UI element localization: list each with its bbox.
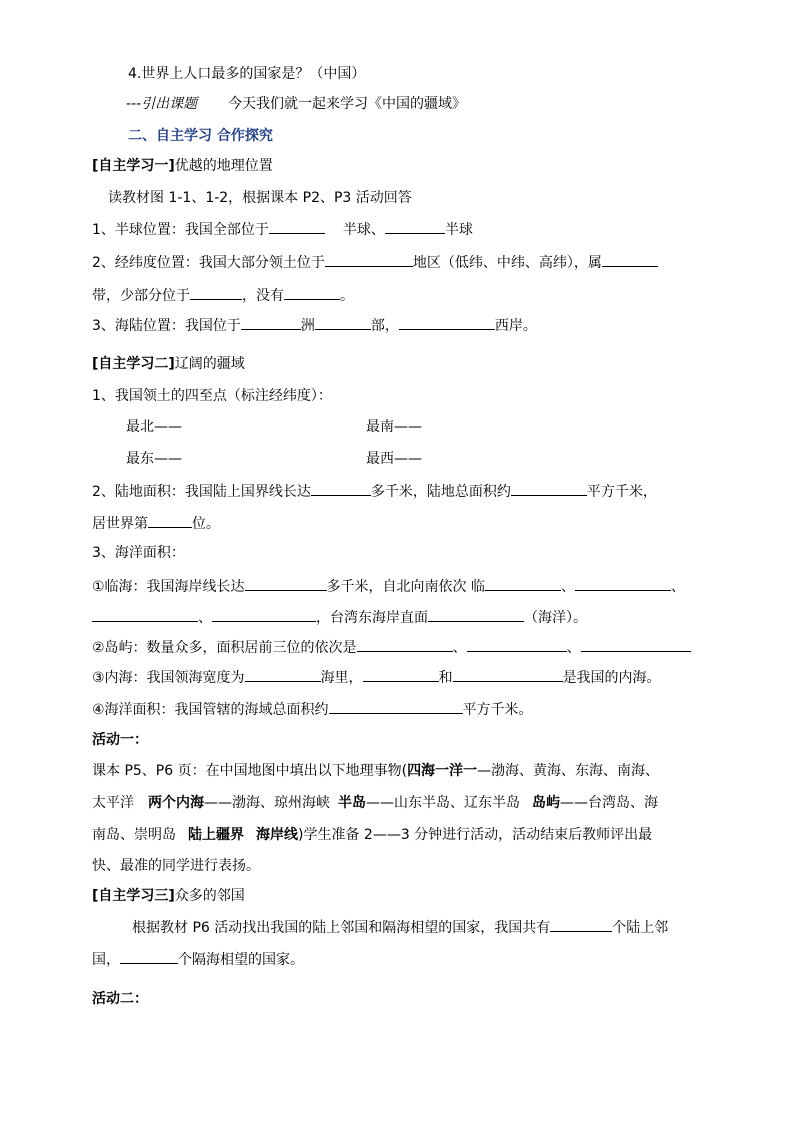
activity-1-text-g: 半岛: [338, 795, 366, 811]
activity-1-text-h: ——山东半岛、辽东半岛: [366, 795, 520, 811]
activity-1-text-o: 快、最准的同学进行表扬。: [92, 858, 260, 874]
study-3-title: 众多的邻国: [174, 888, 245, 904]
sea-text-c: ，台湾东海岸直面: [316, 610, 428, 626]
activity-1-text-c: —渤海、黄海、东海、南海、: [477, 763, 660, 779]
blank-ocean-coast[interactable]: [399, 314, 495, 330]
study-1-q1-text-a: 1、半球位置：我国全部位于: [92, 222, 269, 238]
island-sep-1: 、: [452, 640, 467, 656]
blank-continent[interactable]: [241, 314, 301, 330]
study-2-q3: [92, 542, 185, 564]
study-3-heading: [92, 885, 245, 907]
activity-1-text-e: 两个内海: [148, 795, 204, 811]
activity-1-text-j: ——台湾岛、海: [560, 795, 658, 811]
activity-1-line-2: [92, 792, 658, 814]
study-1-instruction: [108, 187, 412, 209]
activity-1-text-n: )学生准备 2——3 分钟进行活动，活动结束后教师评出最: [298, 827, 653, 843]
study-1-q2-text-c: 带，少部分位于: [92, 288, 190, 304]
study-1-q3-text-d: 西岸。: [494, 318, 537, 334]
extreme-east-label: 最东——: [126, 451, 182, 467]
study-2-q2-text-e: 位。: [192, 516, 220, 532]
blank-island-2[interactable]: [467, 636, 567, 652]
intro-lead-text: 今天我们就一起来学习《中国的疆域》: [228, 96, 467, 112]
blank-inner-sea-2[interactable]: [453, 666, 563, 682]
blank-land-neighbors[interactable]: [550, 916, 612, 932]
study-3-text-b: 个陆上邻: [612, 920, 669, 936]
study-1-q1-text-b: 半球、: [342, 222, 385, 238]
inner-text-d: 是我国的内海。: [562, 670, 661, 686]
blank-territorial-width[interactable]: [245, 666, 321, 682]
blank-hemisphere-1[interactable]: [269, 218, 325, 234]
activity-1-text-d: 太平洋: [92, 795, 134, 811]
study-2-q1: [92, 385, 332, 407]
blank-sea-4[interactable]: [212, 606, 316, 622]
sea-line: [92, 575, 685, 598]
study-2-tag: [自主学习二]: [92, 356, 175, 372]
study-2-title: 辽阔的疆域: [174, 356, 245, 372]
study-3-line-1: [132, 916, 668, 939]
blank-missing-zone[interactable]: [284, 284, 340, 300]
blank-coastline-length[interactable]: [245, 575, 327, 591]
activity-1-text-f: ——渤海、琼州海峡: [204, 795, 330, 811]
extreme-south: [366, 416, 422, 438]
activity-1-text-i: 岛屿: [532, 795, 560, 811]
study-2-q2-cont: [92, 512, 220, 535]
extreme-west: [366, 448, 422, 470]
section-2-title-text: 二、自主学习 合作探究: [128, 128, 273, 144]
section-2-title: [128, 125, 273, 147]
activity-1-line-3: [92, 824, 652, 846]
study-1-q2: [92, 251, 658, 274]
study-1-tag: [自主学习一]: [92, 158, 175, 174]
study-2-q2-text-a: 2、陆地面积：我国陆上国界线长达: [92, 484, 311, 500]
inner-text-a: ③内海：我国领海宽度为: [92, 670, 245, 686]
island-text-a: ②岛屿：数量众多，面积居前三位的依次是: [92, 640, 357, 656]
study-1-q3: [92, 314, 537, 337]
study-1-q3-text-b: 洲: [300, 318, 315, 334]
extreme-west-label: 最西——: [366, 451, 422, 467]
study-1-q1: [92, 218, 473, 241]
study-1-q1-text-c: 半球: [444, 222, 473, 238]
blank-climate-zone[interactable]: [602, 251, 658, 267]
island-line: [92, 636, 691, 659]
sea-sep-2: 、: [671, 579, 686, 595]
extreme-north: [126, 416, 182, 438]
activity-2-title: [92, 988, 148, 1010]
blank-minor-zone[interactable]: [190, 284, 242, 300]
study-2-q3-text: 3、海洋面积：: [92, 545, 185, 561]
inner-text-b: 海里，: [320, 670, 363, 686]
study-1-q2-text-a: 2、经纬度位置：我国大部分领土位于: [92, 255, 325, 271]
study-3-text-a: 根据教材 P6 活动找出我国的陆上邻国和隔海相望的国家，我国共有: [132, 920, 551, 936]
study-2-q1-text: 1、我国领土的四至点（标注经纬度）：: [92, 388, 332, 404]
blank-land-area[interactable]: [511, 480, 587, 496]
blank-world-rank[interactable]: [148, 512, 192, 528]
intro-q4-text: 4.世界上人口最多的国家是？（中国）: [128, 66, 366, 82]
study-3-text-c: 国，: [92, 952, 120, 968]
study-1-title: 优越的地理位置: [174, 158, 273, 174]
blank-sea-2[interactable]: [575, 575, 671, 591]
activity-1-line-1: [92, 760, 659, 782]
sea-text-d: （海洋）。: [524, 610, 587, 626]
study-1-q3-text-c: 部，: [370, 318, 399, 334]
sea-sep-1: 、: [561, 579, 576, 595]
blank-facing-ocean[interactable]: [428, 606, 524, 622]
blank-border-length[interactable]: [311, 480, 371, 496]
study-1-heading: [92, 155, 273, 177]
activity-1-text-l: 陆上疆界: [188, 827, 244, 843]
inner-sea-line: [92, 666, 661, 689]
sea-line-cont: [92, 606, 587, 629]
blank-continent-part[interactable]: [315, 314, 371, 330]
blank-sea-3[interactable]: [92, 606, 198, 622]
study-2-q2-text-d: 居世界第: [92, 516, 148, 532]
sea-text-a: ①临海：我国海岸线长达: [92, 579, 245, 595]
extreme-east: [126, 448, 182, 470]
sea-sep-3: 、: [198, 610, 212, 626]
blank-hemisphere-2[interactable]: [385, 218, 445, 234]
study-1-q3-text-a: 3、海陆位置：我国位于: [92, 318, 241, 334]
intro-lead-line: [126, 93, 466, 115]
blank-island-1[interactable]: [357, 636, 453, 652]
study-2-heading: [92, 353, 245, 375]
activity-1-text-b: 四海一洋一: [407, 763, 478, 779]
intro-question-4: [128, 63, 365, 85]
ocean-area-line: [92, 698, 533, 721]
study-3-line-2: [92, 948, 304, 971]
ocean-text-b: 平方千米。: [462, 702, 533, 718]
extreme-south-label: 最南——: [366, 419, 422, 435]
blank-ocean-area[interactable]: [329, 698, 463, 714]
blank-inner-sea-1[interactable]: [363, 666, 439, 682]
blank-sea-1[interactable]: [485, 575, 561, 591]
study-2-q2: [92, 480, 657, 503]
study-1-instruction-text: 读教材图 1-1、1-2，根据课本 P2、P3 活动回答: [108, 190, 412, 206]
study-1-q2-text-e: 。: [340, 288, 354, 304]
activity-2-title-text: 活动二：: [92, 991, 148, 1007]
island-sep-2: 、: [566, 640, 581, 656]
activity-1-text-k: 南岛、崇明岛: [92, 827, 176, 843]
activity-1-text-a: 课本 P5、P6 页：在中国地图中填出以下地理事物(: [92, 763, 408, 779]
activity-1-title-text: 活动一：: [92, 732, 148, 748]
study-1-q2-text-b: 地区（低纬、中纬、高纬），属: [412, 255, 602, 271]
study-2-q2-text-b: 多千米，陆地总面积约: [370, 484, 511, 500]
activity-1-line-4: [92, 855, 260, 877]
activity-1-title: [92, 729, 148, 751]
blank-latitude-zone[interactable]: [325, 251, 413, 267]
extreme-north-label: 最北——: [126, 419, 182, 435]
blank-sea-neighbors[interactable]: [120, 948, 178, 964]
intro-lead-prefix: ---引出课题: [126, 96, 198, 112]
study-2-q2-text-c: 平方千米，: [586, 484, 657, 500]
study-3-tag: [自主学习三]: [92, 888, 175, 904]
study-1-q2-cont: [92, 284, 354, 307]
ocean-text-a: ④海洋面积：我国管辖的海域总面积约: [92, 702, 329, 718]
study-1-q2-text-d: ，没有: [242, 288, 284, 304]
study-3-text-d: 个隔海相望的国家。: [178, 952, 304, 968]
blank-island-3[interactable]: [581, 636, 691, 652]
activity-1-text-m: 海岸线: [256, 827, 298, 843]
inner-text-c: 和: [438, 670, 453, 686]
sea-text-b: 多千米，自北向南依次 临: [326, 579, 486, 595]
